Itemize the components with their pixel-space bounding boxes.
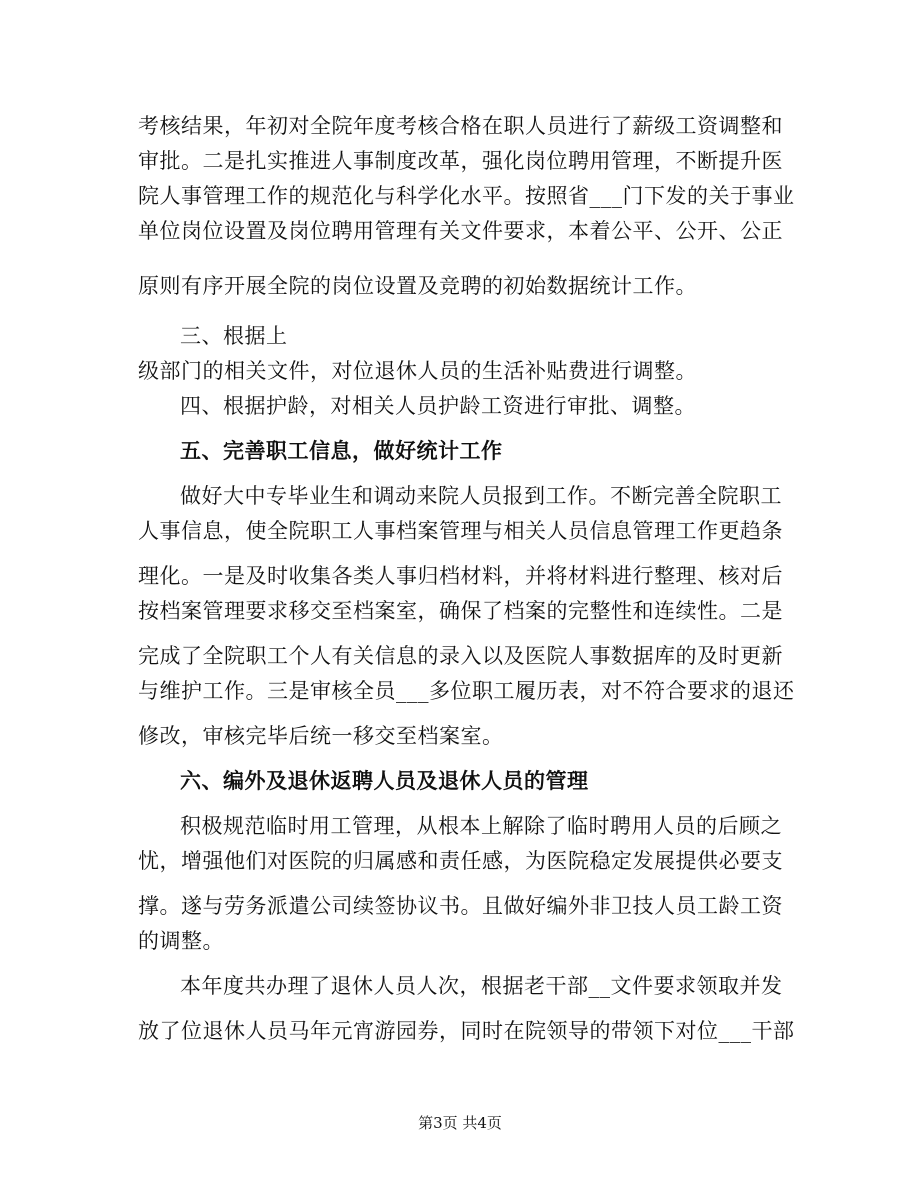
paragraph-line: 原则有序开展全院的岗位设置及竞聘的初始数据统计工作。 <box>138 274 697 298</box>
paragraph-line: 忧，增强他们对医院的归属感和责任感，为医院稳定发展提供必要支 <box>138 849 783 873</box>
section-heading: 六、编外及退休返聘人员及退休人员的管理 <box>180 768 589 793</box>
paragraph-line: 单位岗位设置及岗位聘用管理有关文件要求，本着公平、公开、公正 <box>138 219 783 243</box>
paragraph-line: 审批。二是扎实推进人事制度改革，强化岗位聘用管理，不断提升医 <box>138 149 783 173</box>
paragraph-line: 四、根据护龄，对相关人员护龄工资进行审批、调整。 <box>180 394 696 418</box>
paragraph-line: 放了位退休人员马年元宵游园券，同时在院领导的带领下对位___干部 <box>138 1019 795 1043</box>
paragraph-line: 的调整。 <box>138 929 224 953</box>
paragraph-line: 本年度共办理了退休人员人次，根据老干部__文件要求领取并发 <box>180 974 783 998</box>
paragraph-line: 人事信息，使全院职工人事档案管理与相关人员信息管理工作更趋条 <box>138 519 783 543</box>
paragraph-line: 完成了全院职工个人有关信息的录入以及医院人事数据库的及时更新 <box>138 644 783 668</box>
paragraph-line: 理化。一是及时收集各类人事归档材料，并将材料进行整理、核对后 <box>138 564 783 588</box>
paragraph-line: 修改，审核完毕后统一移交至档案室。 <box>138 724 504 748</box>
paragraph-line: 与维护工作。三是审核全员___多位职工履历表，对不符合要求的退还 <box>138 679 795 703</box>
paragraph-line: 考核结果，年初对全院年度考核合格在职人员进行了薪级工资调整和 <box>138 114 783 138</box>
paragraph-line: 三、根据上 <box>180 324 288 348</box>
paragraph-line: 做好大中专毕业生和调动来院人员报到工作。不断完善全院职工 <box>180 484 782 508</box>
paragraph-line: 级部门的相关文件，对位退休人员的生活补贴费进行调整。 <box>138 359 697 383</box>
paragraph-line: 按档案管理要求移交至档案室，确保了档案的完整性和连续性。二是 <box>138 599 783 623</box>
section-heading: 五、完善职工信息，做好统计工作 <box>180 438 503 463</box>
paragraph-line: 积极规范临时用工管理，从根本上解除了临时聘用人员的后顾之 <box>180 814 782 838</box>
paragraph-line: 撑。遂与劳务派遣公司续签协议书。且做好编外非卫技人员工龄工资 <box>138 894 783 918</box>
paragraph-line: 院人事管理工作的规范化与科学化水平。按照省___门下发的关于事业 <box>138 184 795 208</box>
page-number-footer: 第3页 共4页 <box>418 1114 502 1132</box>
